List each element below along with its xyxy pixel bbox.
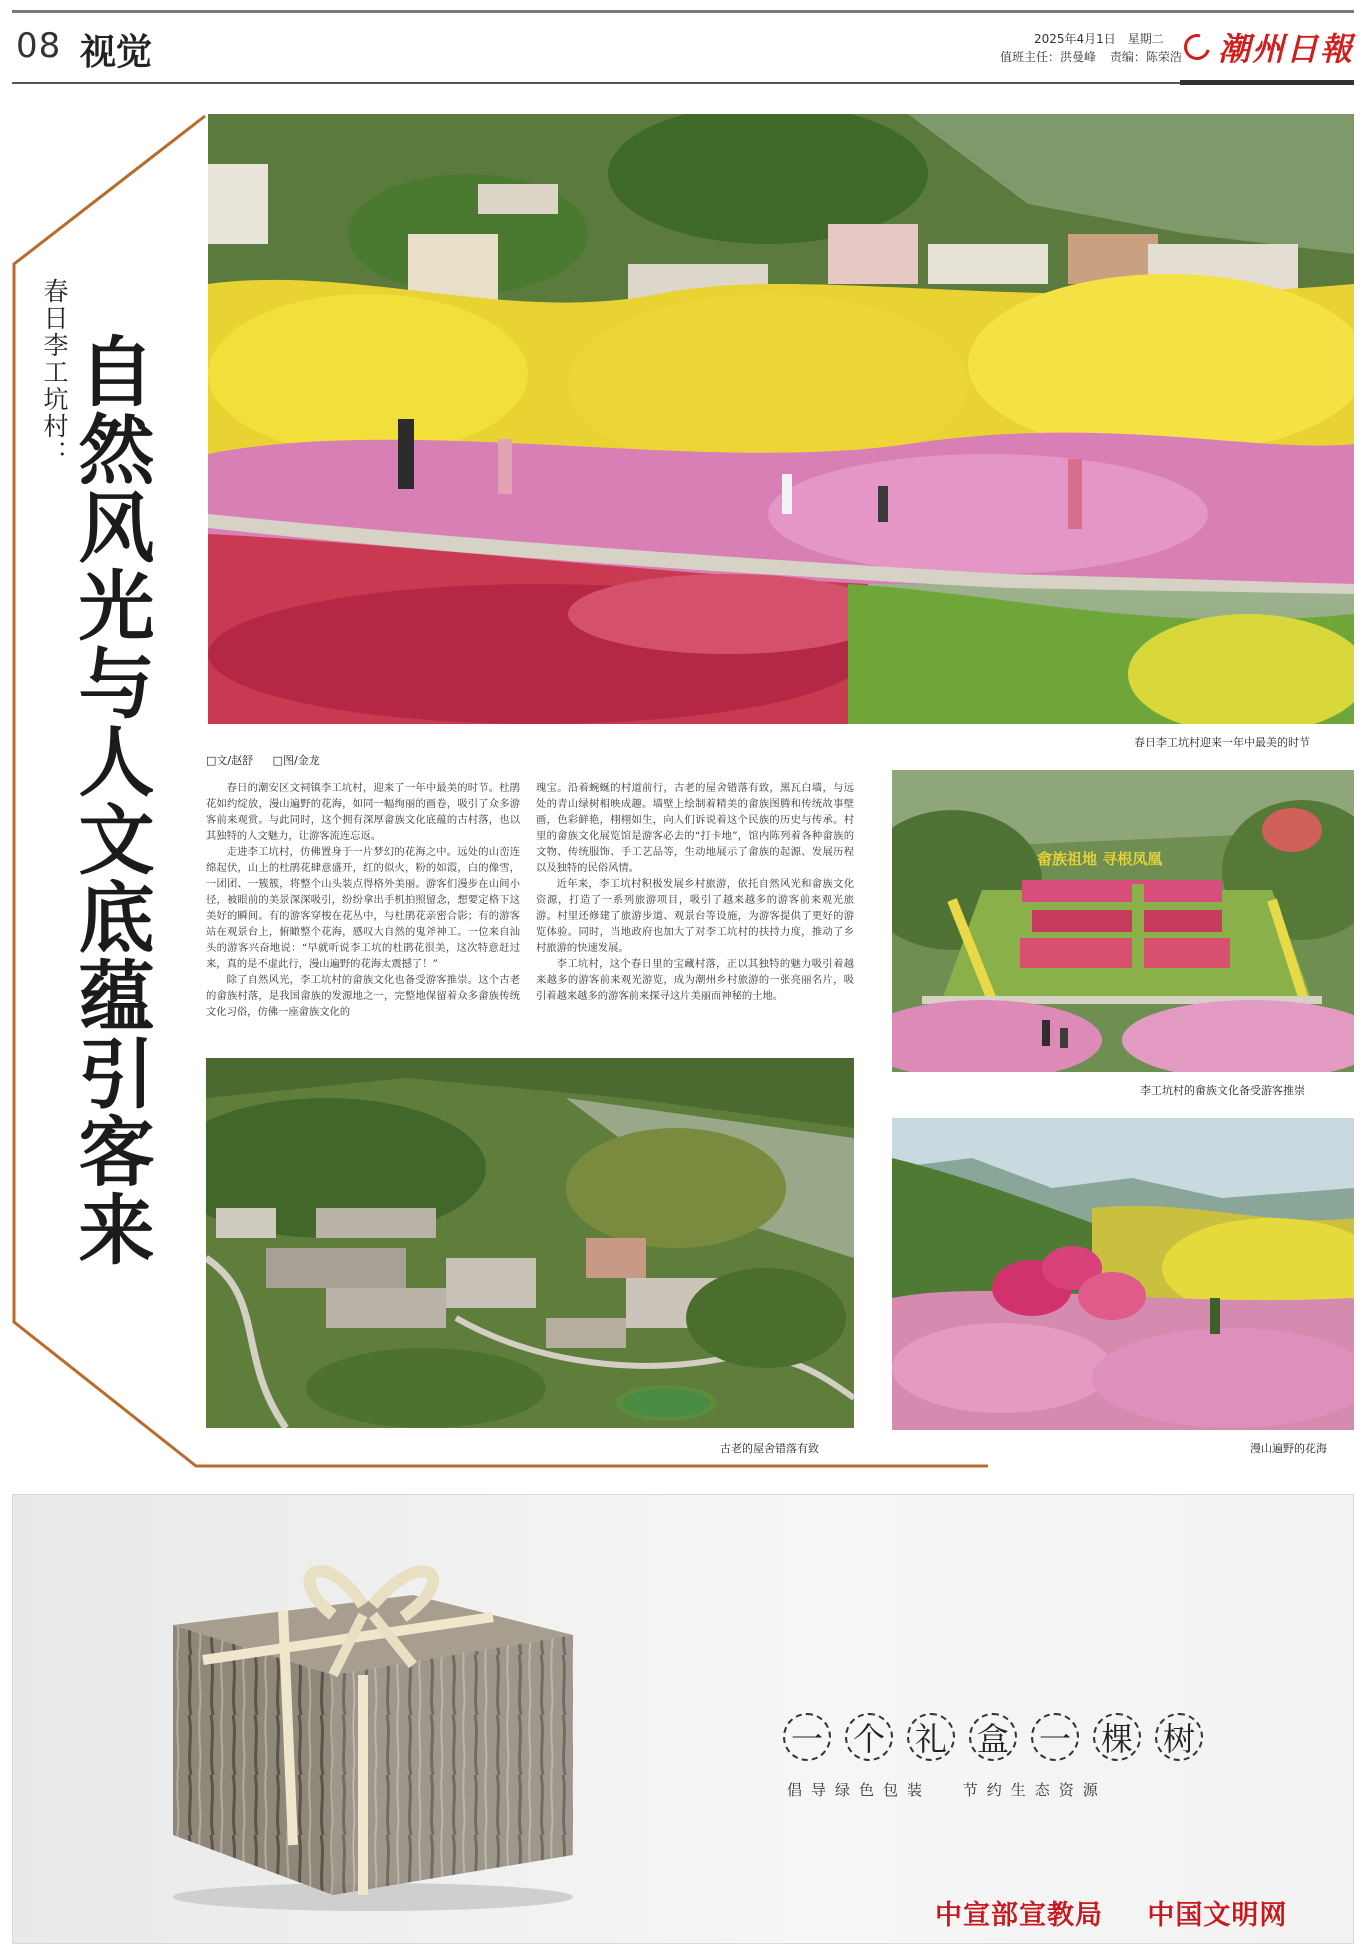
article-paragraph: 走进李工坑村，仿佛置身于一片梦幻的花海之中。远处的山峦连绵起伏，山上的杜鹃花肆意盛开，红的似火，粉的如霞，白的像雪，一团团、一簇簇，将整个山头装点得格外美丽。游客们漫步在山间小径，被眼前的美景深深吸引，纷纷拿出手机拍照留念，想要定格下这美好的瞬间。有的游客穿梭在花丛中，与杜鹃花亲密合影；有的游客站在观景台上，俯瞰整个花海，感叹大自然的鬼斧神工。一位来自汕头的游客兴奋地说：“早就听说李工坑的杜鹃花很美，这次特意赶过来，真的是不虚此行，漫山遍野的花海太震撼了！” [206,846,520,970]
ad-slogan-char: 个 [845,1713,893,1761]
page-number: 08 [16,26,62,66]
ad-slogan-char: 一 [1031,1713,1079,1761]
byline [206,752,336,768]
header-top-rule [12,10,1354,13]
ad-subtitle-1: 倡导绿色包装 [787,1781,932,1799]
ad-subtitle [787,1779,1125,1800]
ad-slogan-char: 盒 [969,1713,1017,1761]
ad-sponsor-2: 中国文明网 [1147,1900,1288,1931]
newspaper-name: 潮州日報 [1218,30,1355,68]
section-editor: 责编：陈荣浩 [1109,50,1182,64]
article-paragraph: 瑰宝。沿着蜿蜒的村道前行，古老的屋舍错落有致，黑瓦白墙，与远处的青山绿树相映成趣。墙壁上绘制着精美的畲族图腾和传统故事壁画，色彩鲜艳，栩栩如生，向人们诉说着这个民族的历史与传承。村里的畲族文化展览馆是游客必去的“打卡地”，馆内陈列着各种畲族的文物、传统服饰、手工艺品等，生动地展示了畲族的起源、发展历程以及独特的民俗风情。 [536,782,854,874]
article-column-1 [206,780,520,1020]
village-aerial-photo [206,1058,854,1428]
ad-subtitle-2: 节约生态资源 [962,1781,1107,1799]
public-service-ad [12,1494,1354,1944]
editor-credits [1000,48,1192,65]
logo-e-icon [1179,29,1215,65]
article-paragraph: 近年来，李工坑村积极发展乡村旅游，依托自然风光和畲族文化资源，打造了一系列旅游项目，吸引了越来越多的游客前来观光旅游。村里还修建了旅游步道、观景台等设施，为游客提供了更好的游览体验。同时，当地政府也加大了对李工坑村的扶持力度，推动了乡村旅游的快速发展。 [536,878,854,954]
main-photo-caption: 春日李工坑村迎来一年中最美的时节 [1134,736,1310,749]
culture-photo-sign-garden [892,770,1354,1072]
article-paragraph: 李工坑村，这个春日里的宝藏村落，正以其独特的魅力吸引着越来越多的游客前来观光游览，成为潮州乡村旅游的一张亮丽名片，吸引着越来越多的游客前来探寻这片美丽而神秘的土地。 [536,958,854,1002]
ad-sponsors [935,1893,1321,1932]
issue-date: 2025年4月1日 星期二 [1034,32,1164,46]
ad-sponsor-1: 中宣部宣教局 [935,1900,1103,1931]
article-paragraph: 除了自然风光，李工坑村的畲族文化也备受游客推崇。这个古老的畲族村落，是我国畲族的发源地之一，完整地保留着众多畲族传统文化习俗，仿佛一座畲族文化的 [206,974,520,1018]
ad-slogan [783,1713,1217,1761]
byline-text-author: □文/赵舒 [206,754,254,767]
section-title: 视觉 [80,32,153,73]
flowers-photo-caption: 漫山遍野的花海 [1250,1442,1327,1455]
article-kicker: 春日李工坑村： [40,278,69,467]
bark-gift-box-icon [163,1535,583,1915]
azalea-flowers-photo [892,1118,1354,1430]
ad-slogan-char: 树 [1155,1713,1203,1761]
ad-slogan-char: 棵 [1093,1713,1141,1761]
village-photo-caption: 古老的屋舍错落有致 [720,1442,819,1455]
main-photo-flower-hillside [208,114,1354,724]
byline-photo-author: □图/金龙 [272,754,320,767]
article-column-2 [536,780,854,1004]
newspaper-logo [1184,24,1354,70]
ad-slogan-char: 礼 [907,1713,955,1761]
logo-underline [1180,80,1354,85]
ad-slogan-char: 一 [783,1713,831,1761]
duty-editor: 值班主任：洪曼峰 [1000,50,1097,64]
article-paragraph: 春日的潮安区文祠镇李工坑村，迎来了一年中最美的时节。杜鹃花如约绽放，漫山遍野的花海，如同一幅绚丽的画卷，吸引了众多游客前来观赏。与此同时，这个拥有深厚畲族文化底蕴的古村落，也以其独特的人文魅力，让游客流连忘返。 [206,782,520,842]
header-bottom-rule [12,82,1354,84]
culture-photo-caption: 李工坑村的畲族文化备受游客推崇 [1140,1084,1305,1097]
article-headline: 自然风光与人文底蕴引客来 [66,332,155,1268]
sign-slogan-text: 畲族祖地 寻根凤凰 [1037,850,1163,868]
